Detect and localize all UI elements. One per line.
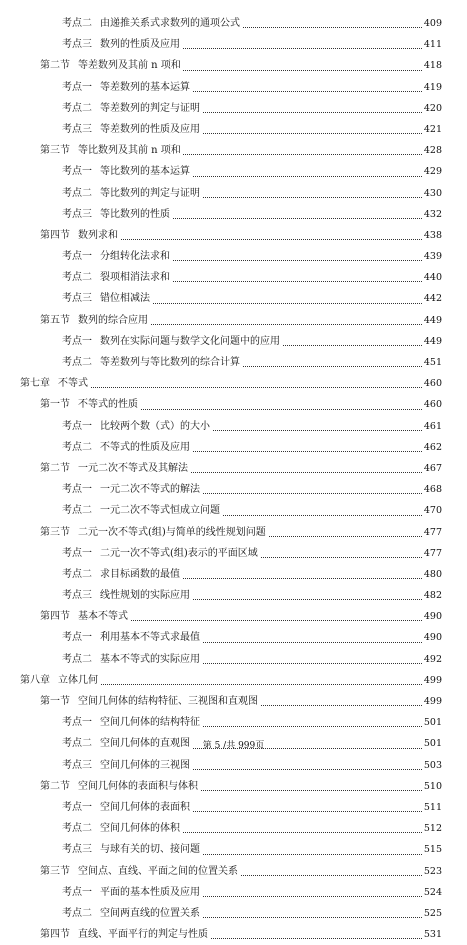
toc-entry-number: 第三节 (40, 526, 70, 538)
toc-entry-title: 空间几何体的表面积与体积 (78, 780, 198, 792)
toc-entry-title: 空间几何体的结构特征、三视图和直观图 (78, 696, 258, 707)
toc-entry-page: 468 (422, 479, 442, 500)
toc-entry-label (62, 500, 222, 521)
toc-entry-label (40, 394, 140, 415)
toc-entry-page: 429 (422, 161, 442, 182)
toc-entry-number: 第二节 (40, 60, 70, 72)
toc-entry-number: 第三节 (40, 145, 70, 157)
toc-entry-label (62, 585, 192, 606)
toc-entry-page: 461 (422, 416, 442, 437)
toc-entry-page: 420 (422, 98, 442, 119)
toc-entry-label (62, 77, 192, 98)
toc-topic-entry[interactable] (0, 649, 467, 670)
toc-entry-label (62, 34, 182, 55)
toc-section-entry[interactable] (0, 55, 467, 76)
toc-entry-number: 第一节 (40, 696, 70, 707)
toc-topic-entry[interactable] (0, 161, 467, 182)
toc-entry-title: 裂项相消法求和 (100, 272, 170, 284)
toc-topic-entry[interactable] (0, 755, 467, 776)
toc-entry-label (62, 818, 182, 839)
toc-entry-page: 428 (422, 140, 442, 161)
toc-entry-number: 考点二 (62, 738, 92, 750)
toc-entry-page: 511 (422, 797, 442, 818)
toc-entry-title: 等比数列的性质 (100, 208, 170, 220)
toc-entry-title: 不等式的性质及应用 (100, 441, 190, 453)
toc-entry-label (62, 119, 202, 140)
toc-entry-title: 等差数列及其前 n 项和 (78, 60, 181, 72)
toc-topic-entry[interactable] (0, 352, 467, 373)
toc-entry-title: 平面的基本性质及应用 (100, 886, 200, 898)
toc-entry-title: 求目标函数的最值 (100, 568, 180, 580)
toc-entry-page: 492 (422, 649, 442, 670)
toc-entry-page: 460 (422, 373, 442, 394)
toc-entry-label (62, 543, 260, 564)
toc-entry-title: 由递推关系式求数列的通项公式 (100, 18, 240, 29)
toc-entry-label (20, 670, 100, 691)
toc-topic-entry[interactable] (0, 119, 467, 140)
toc-entry-number: 考点二 (62, 505, 92, 517)
toc-section-entry[interactable] (0, 394, 467, 415)
toc-entry-page: 449 (422, 310, 442, 331)
toc-section-entry[interactable] (0, 225, 467, 246)
toc-entry-number: 考点一 (62, 547, 92, 559)
toc-entry-number: 第四节 (40, 929, 70, 941)
toc-entry-title: 二元一次不等式(组)表示的平面区域 (100, 547, 258, 559)
toc-entry-title: 空间几何体的结构特征 (100, 717, 200, 729)
toc-entry-label (62, 882, 202, 903)
toc-entry-title: 等比数列及其前 n 项和 (78, 145, 181, 157)
toc-entry-number: 考点一 (62, 166, 92, 178)
toc-entry-title: 错位相减法 (100, 293, 150, 305)
toc-entry-page: 462 (422, 437, 442, 458)
toc-entry-title: 等差数列的基本运算 (100, 81, 190, 93)
toc-entry-label (20, 373, 90, 394)
toc-entry-label (62, 437, 192, 458)
toc-entry-number: 第四节 (40, 611, 70, 623)
toc-entry-title: 空间几何体的直观图 (100, 738, 190, 750)
toc-entry-page: 490 (422, 606, 442, 627)
toc-entry-number: 考点一 (62, 81, 92, 93)
toc-entry-page: 482 (422, 585, 442, 606)
toc-section-entry[interactable] (0, 310, 467, 331)
toc-entry-page: 503 (422, 755, 442, 776)
toc-entry-page: 524 (422, 882, 442, 903)
toc-entry-title: 空间两直线的位置关系 (100, 907, 200, 919)
toc-section-entry[interactable] (0, 140, 467, 161)
toc-entry-title: 利用基本不等式求最值 (100, 632, 200, 644)
toc-entry-page: 501 (422, 712, 442, 733)
toc-entry-page: 451 (422, 352, 442, 373)
toc-section-entry[interactable] (0, 776, 467, 797)
toc-entry-label (40, 776, 200, 797)
toc-entry-title: 不等式 (58, 378, 88, 390)
toc-topic-entry[interactable] (0, 500, 467, 521)
toc-entry-number: 考点三 (62, 293, 92, 305)
toc-entry-title: 等差数列的判定与证明 (100, 102, 200, 114)
toc-entry-page: 409 (422, 13, 442, 34)
toc-entry-label (62, 649, 202, 670)
toc-entry-title: 立体几何 (58, 674, 98, 686)
toc-topic-entry[interactable] (0, 13, 467, 34)
toc-entry-page: 510 (422, 776, 442, 797)
toc-entry-number: 考点三 (62, 844, 92, 856)
toc-entry-number: 第四节 (40, 229, 70, 241)
toc-entry-label (62, 98, 202, 119)
toc-entry-page: 477 (422, 543, 442, 564)
toc-entry-title: 基本不等式的实际应用 (100, 653, 200, 665)
toc-topic-entry[interactable] (0, 183, 467, 204)
toc-entry-label (62, 161, 192, 182)
toc-entry-page: 449 (422, 331, 442, 352)
toc-entry-label (40, 225, 120, 246)
toc-entry-title: 等比数列的基本运算 (100, 166, 190, 178)
toc-entry-label (62, 797, 192, 818)
toc-entry-label (62, 755, 192, 776)
toc-entry-label (62, 712, 202, 733)
toc-entry-page: 470 (422, 500, 442, 521)
toc-entry-title: 空间几何体的表面积 (100, 801, 190, 813)
toc-entry-label (62, 903, 202, 924)
toc-entry-number: 考点三 (62, 39, 92, 51)
toc-entry-number: 考点三 (62, 590, 92, 602)
toc-entry-number: 考点三 (62, 759, 92, 771)
toc-entry-page: 501 (422, 733, 442, 754)
toc-entry-label (62, 627, 202, 648)
toc-entry-title: 数列的性质及应用 (100, 39, 180, 51)
toc-entry-title: 等差数列的性质及应用 (100, 123, 200, 135)
toc-entry-page: 477 (422, 522, 442, 543)
toc-entry-number: 考点一 (62, 801, 92, 813)
toc-entry-page: 525 (422, 903, 442, 924)
toc-entry-title: 与球有关的切、接问题 (100, 844, 200, 856)
toc-entry-number: 考点二 (62, 272, 92, 284)
toc-entry-number: 第五节 (40, 314, 70, 326)
toc-entry-label (40, 924, 210, 945)
toc-section-entry[interactable] (0, 861, 467, 882)
toc-entry-title: 空间几何体的三视图 (100, 759, 190, 771)
toc-entry-page: 512 (422, 818, 442, 839)
toc-entry-page: 411 (422, 34, 442, 55)
toc-entry-number: 考点二 (62, 102, 92, 114)
toc-topic-entry[interactable] (0, 34, 467, 55)
toc-entry-page: 480 (422, 564, 442, 585)
toc-entry-number: 考点二 (62, 568, 92, 580)
toc-topic-entry[interactable] (0, 903, 467, 924)
toc-entry-title: 数列求和 (78, 229, 118, 241)
toc-entry-number: 考点一 (62, 420, 92, 432)
toc-entry-title: 比较两个数（式）的大小 (100, 420, 210, 432)
toc-entry-page: 418 (422, 55, 442, 76)
toc-entry-number: 考点二 (62, 907, 92, 919)
toc-entry-label (62, 267, 172, 288)
toc-entry-page: 531 (422, 924, 442, 945)
toc-topic-entry[interactable] (0, 98, 467, 119)
toc-entry-label (62, 564, 182, 585)
toc-entry-page: 490 (422, 627, 442, 648)
toc-entry-title: 不等式的性质 (78, 399, 138, 411)
toc-topic-entry[interactable] (0, 585, 467, 606)
toc-topic-entry[interactable] (0, 77, 467, 98)
toc-entry-number: 第一节 (40, 399, 70, 411)
toc-entry-number: 考点一 (62, 632, 92, 644)
toc-entry-number: 考点一 (62, 484, 92, 496)
toc-topic-entry[interactable] (0, 564, 467, 585)
toc-topic-entry[interactable] (0, 437, 467, 458)
toc-entry-page: 440 (422, 267, 442, 288)
toc-entry-label (40, 140, 183, 161)
toc-entry-number: 考点一 (62, 335, 92, 347)
toc-entry-label (62, 479, 202, 500)
toc-entry-title: 二元一次不等式(组)与简单的线性规划问题 (78, 526, 266, 538)
toc-topic-entry[interactable] (0, 839, 467, 860)
toc-entry-page: 419 (422, 77, 442, 98)
toc-entry-label (62, 204, 172, 225)
toc-entry-title: 空间几何体的体积 (100, 823, 180, 835)
toc-entry-label (40, 458, 190, 479)
toc-entry-label (62, 183, 202, 204)
toc-entry-number: 第三节 (40, 865, 70, 877)
toc-entry-number: 考点二 (62, 823, 92, 835)
toc-entry-number: 考点二 (62, 357, 92, 368)
toc-entry-label (62, 352, 242, 373)
toc-topic-entry[interactable] (0, 479, 467, 500)
toc-entry-title: 数列在实际问题与数学文化问题中的应用 (100, 335, 280, 347)
toc-entry-number: 第二节 (40, 780, 70, 792)
toc-entry-title: 一元二次不等式恒成立问题 (100, 505, 220, 517)
toc-entry-number: 第八章 (20, 674, 50, 686)
toc-entry-title: 线性规划的实际应用 (100, 590, 190, 602)
toc-entry-label (62, 246, 172, 267)
toc-entry-page: 439 (422, 246, 442, 267)
toc-entry-number: 考点二 (62, 18, 92, 29)
toc-entry-label (40, 55, 183, 76)
toc-topic-entry[interactable] (0, 543, 467, 564)
toc-entry-number: 考点一 (62, 717, 92, 729)
toc-section-entry[interactable] (0, 458, 467, 479)
table-of-contents (0, 13, 467, 945)
toc-entry-number: 第七章 (20, 378, 50, 390)
toc-entry-title: 一元二次不等式的解法 (100, 484, 200, 496)
toc-topic-entry[interactable] (0, 627, 467, 648)
toc-entry-page: 515 (422, 839, 442, 860)
toc-topic-entry[interactable] (0, 331, 467, 352)
toc-entry-page: 467 (422, 458, 442, 479)
toc-entry-title: 基本不等式 (78, 611, 128, 623)
toc-entry-page: 499 (422, 691, 442, 712)
toc-entry-title: 等差数列与等比数列的综合计算 (100, 357, 240, 368)
toc-entry-number: 第二节 (40, 462, 70, 474)
toc-topic-entry[interactable] (0, 246, 467, 267)
toc-entry-number: 考点二 (62, 187, 92, 199)
toc-entry-number: 考点二 (62, 653, 92, 665)
toc-entry-page: 438 (422, 225, 442, 246)
toc-entry-title: 等比数列的判定与证明 (100, 187, 200, 199)
toc-entry-label (62, 416, 212, 437)
toc-entry-number: 考点三 (62, 123, 92, 135)
toc-entry-label (62, 331, 282, 352)
toc-entry-page: 523 (422, 861, 442, 882)
toc-entry-title: 数列的综合应用 (78, 314, 148, 326)
toc-entry-label (40, 606, 130, 627)
toc-entry-label (40, 522, 268, 543)
toc-entry-title: 分组转化法求和 (100, 251, 170, 263)
toc-entry-number: 考点三 (62, 208, 92, 220)
toc-entry-number: 考点二 (62, 441, 92, 453)
toc-entry-title: 空间点、直线、平面之间的位置关系 (78, 865, 238, 877)
toc-entry-label (62, 839, 202, 860)
toc-entry-label (62, 13, 242, 34)
toc-chapter-entry[interactable] (0, 373, 467, 394)
toc-entry-page: 460 (422, 394, 442, 415)
toc-entry-number: 考点一 (62, 251, 92, 263)
toc-topic-entry[interactable] (0, 712, 467, 733)
toc-topic-entry[interactable] (0, 882, 467, 903)
toc-entry-page: 430 (422, 183, 442, 204)
toc-entry-page: 442 (422, 288, 442, 309)
toc-entry-page: 432 (422, 204, 442, 225)
toc-topic-entry[interactable] (0, 797, 467, 818)
toc-section-entry[interactable] (0, 691, 467, 712)
toc-entry-title: 一元二次不等式及其解法 (78, 462, 188, 474)
toc-entry-page: 499 (422, 670, 442, 691)
toc-entry-label (40, 861, 240, 882)
toc-entry-title: 直线、平面平行的判定与性质 (78, 929, 208, 941)
toc-topic-entry[interactable] (0, 416, 467, 437)
toc-entry-label (40, 310, 150, 331)
toc-chapter-entry[interactable] (0, 670, 467, 691)
toc-entry-number: 考点一 (62, 886, 92, 898)
toc-topic-entry[interactable] (0, 204, 467, 225)
toc-topic-entry[interactable] (0, 288, 467, 309)
page-footer: 第 5 /共 999页 (202, 741, 265, 751)
toc-section-entry[interactable] (0, 924, 467, 945)
toc-topic-entry[interactable] (0, 818, 467, 839)
toc-section-entry[interactable] (0, 522, 467, 543)
toc-entry-label (40, 691, 260, 712)
toc-section-entry[interactable] (0, 606, 467, 627)
toc-topic-entry[interactable] (0, 267, 467, 288)
toc-entry-page: 421 (422, 119, 442, 140)
toc-entry-label (62, 288, 152, 309)
